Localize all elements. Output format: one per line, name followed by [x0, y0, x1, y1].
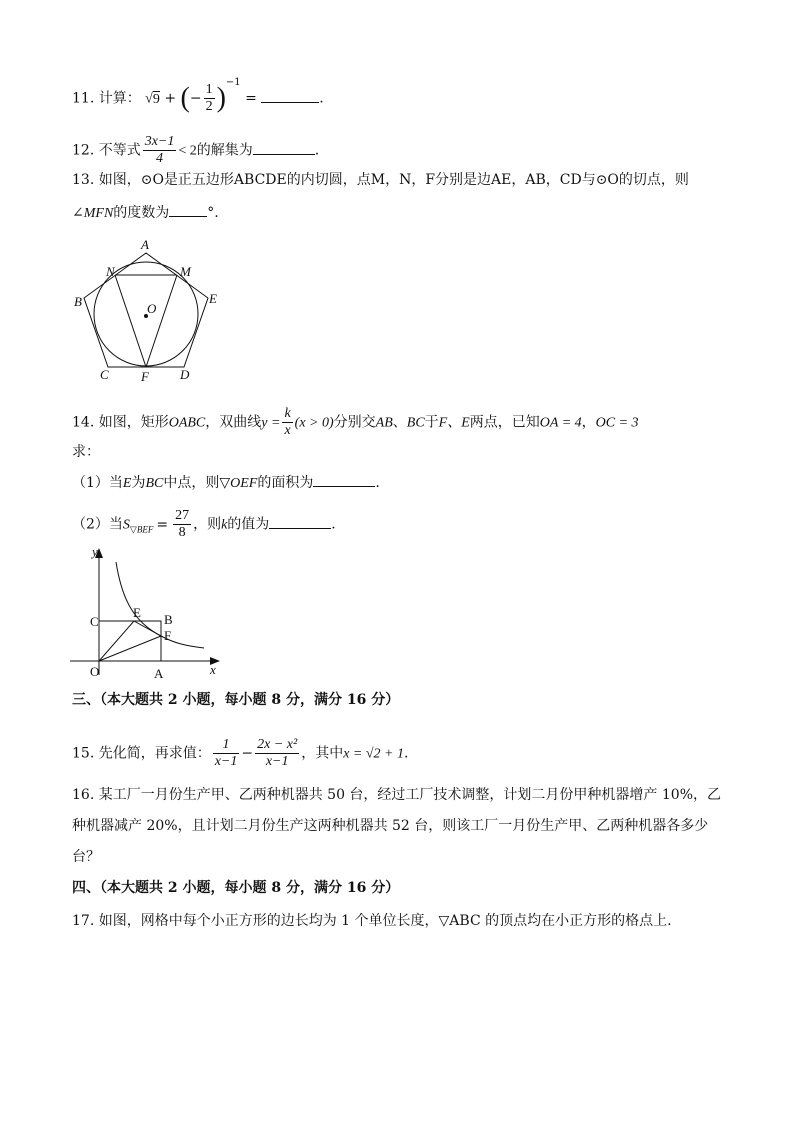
domain-condition: (x > 0): [294, 415, 334, 431]
label-e: E: [209, 291, 217, 306]
q14-text-4: 两点，已知: [469, 414, 540, 431]
x-value: x = √2 + 1: [343, 746, 404, 762]
fraction-k-over-x: $\frac{k}{x}$: [284, 406, 291, 438]
label-o: O: [147, 301, 157, 316]
label-o: O: [90, 664, 100, 679]
label-b: B: [164, 612, 173, 627]
segment-oe: [99, 621, 134, 661]
label-m: M: [180, 264, 191, 279]
period: .: [404, 745, 409, 762]
q14-text: ，双曲线: [205, 414, 262, 431]
rectangle-oabc: [99, 621, 161, 661]
oc-value: OC = 3: [595, 415, 639, 431]
q15-text: ，其中: [301, 745, 344, 762]
side-bc: BC: [145, 476, 164, 491]
label-a: A: [154, 666, 164, 680]
text: 的面积为: [257, 475, 314, 491]
segment-ef: [134, 621, 161, 636]
area-s: S: [122, 517, 130, 533]
side-ab: AB: [375, 415, 393, 431]
label-c: C: [90, 614, 99, 629]
angle-mfn: ∠MFN: [72, 206, 114, 221]
label-f: F: [164, 628, 172, 643]
q12-text: 的解集为: [196, 142, 253, 159]
label-c: C: [100, 367, 109, 382]
label-f: F: [141, 369, 149, 384]
fraction-2x-x2-over-x-1: $\frac{\text{2x − x²}}{x-1}$: [257, 737, 298, 769]
question-14-part-1: [72, 472, 380, 494]
triangle-oef: ▽OEF: [219, 476, 258, 491]
left-paren: (: [180, 82, 190, 114]
q14-text-3: 于: [424, 414, 439, 431]
question-17: 17. 如图，网格中每个小正方形的边长均为 1 个单位长度，▽ABC 的顶点均在小正方形的格点上.: [72, 913, 672, 929]
text: 中点，则: [163, 475, 220, 491]
q12-label: 不等式: [98, 142, 141, 159]
q13-text: 的度数为: [113, 205, 170, 221]
question-14: [72, 406, 639, 439]
question-13-line-2: [72, 202, 219, 224]
text: 为: [131, 475, 146, 491]
question-14-ask: 求：: [72, 444, 100, 460]
k-variable: k: [221, 517, 228, 533]
q12-number: 12.: [72, 142, 95, 159]
answer-blank: [269, 514, 331, 529]
plus-sign: +: [164, 90, 177, 107]
part-2-label: （2）当: [72, 516, 123, 533]
question-16-line-3: 台？: [72, 849, 100, 865]
comma: ，: [581, 414, 596, 431]
equals-sign: =: [156, 516, 169, 533]
segment-of: [99, 636, 161, 661]
section-4-heading: 四、（本大题共 2 小题，每小题 8 分，满分 16 分）: [72, 880, 400, 896]
part-1-label: （1）当: [72, 475, 123, 491]
fraction-1-over-x-1: $\frac{1}{x-1}$: [214, 737, 238, 769]
answer-blank: [253, 140, 315, 155]
label-n: N: [106, 264, 115, 279]
fraction-3x-1-over-4: $\frac{3x-1}{4}$: [144, 134, 175, 166]
label-a: A: [141, 237, 149, 252]
minus-sign: −: [241, 745, 254, 762]
points-fe: F、E: [438, 415, 470, 431]
text: 的值为: [227, 516, 270, 533]
question-11: [72, 76, 324, 115]
side-bc: BC: [406, 415, 425, 431]
segment-nf: [115, 275, 146, 367]
question-13-line-1: 13. 如图，⊙O是正五边形ABCDE的内切圆，点M，N，F分别是边AE，AB，CD与⊙O的切点，则: [72, 172, 689, 188]
question-14-part-2: [72, 508, 336, 541]
text: ，则: [193, 516, 222, 533]
question-16-line-2: 种机器减产 20%，且计划二月份生产这两种机器共 52 台，则该工厂一月份生产甲、乙两种机器各多少: [72, 818, 709, 834]
degree-suffix: °.: [207, 205, 219, 221]
q11-number: 11.: [72, 90, 95, 107]
fraction-half: $\frac{1}{2}$: [205, 82, 213, 114]
pentagon-incircle-figure: [66, 236, 236, 386]
minus-sign: −: [189, 90, 202, 107]
rect-oabc: OABC: [168, 415, 206, 431]
segment-mf: [146, 275, 177, 367]
equals-sign: =: [245, 90, 257, 107]
point-e: E: [122, 476, 132, 491]
label-y: y: [92, 544, 98, 559]
label-b: B: [74, 294, 82, 309]
area-subscript: ▽BEF: [129, 524, 154, 535]
answer-blank: [313, 472, 375, 487]
exponent: −1: [225, 76, 241, 88]
label-x: x: [210, 662, 216, 677]
right-paren: ): [216, 82, 226, 114]
answer-blank: [169, 202, 207, 217]
answer-blank: [261, 88, 319, 103]
sqrt-expression: √9: [145, 91, 160, 107]
q14-intro: 14. 如图，矩形: [72, 414, 169, 431]
separator: 、: [392, 414, 407, 431]
rectangle-hyperbola-figure: [64, 540, 234, 680]
label-e: E: [133, 605, 141, 620]
question-12: [72, 134, 319, 167]
q15-intro: 15. 先化简，再求值：: [72, 745, 211, 762]
period: .: [331, 516, 336, 533]
label-d: D: [180, 367, 190, 382]
period: .: [375, 475, 380, 491]
oa-value: OA = 4: [539, 415, 582, 431]
question-16-line-1: 16. 某工厂一月份生产甲、乙两种机器共 50 台，经过工厂技术调整，计划二月份甲种机器增产 10%，乙: [72, 787, 721, 803]
equation-y: y =: [261, 415, 281, 431]
inequality-relation: < 2: [178, 143, 197, 159]
section-3-heading: 三、（本大题共 2 小题，每小题 8 分，满分 16 分）: [72, 692, 400, 708]
question-15: [72, 737, 408, 770]
period: .: [314, 142, 320, 159]
period: .: [319, 90, 324, 107]
fraction-27-8: $\frac{27}{8}$: [175, 508, 190, 540]
q11-label: 计算：: [98, 90, 141, 107]
q14-text-2: 分别交: [333, 414, 376, 431]
